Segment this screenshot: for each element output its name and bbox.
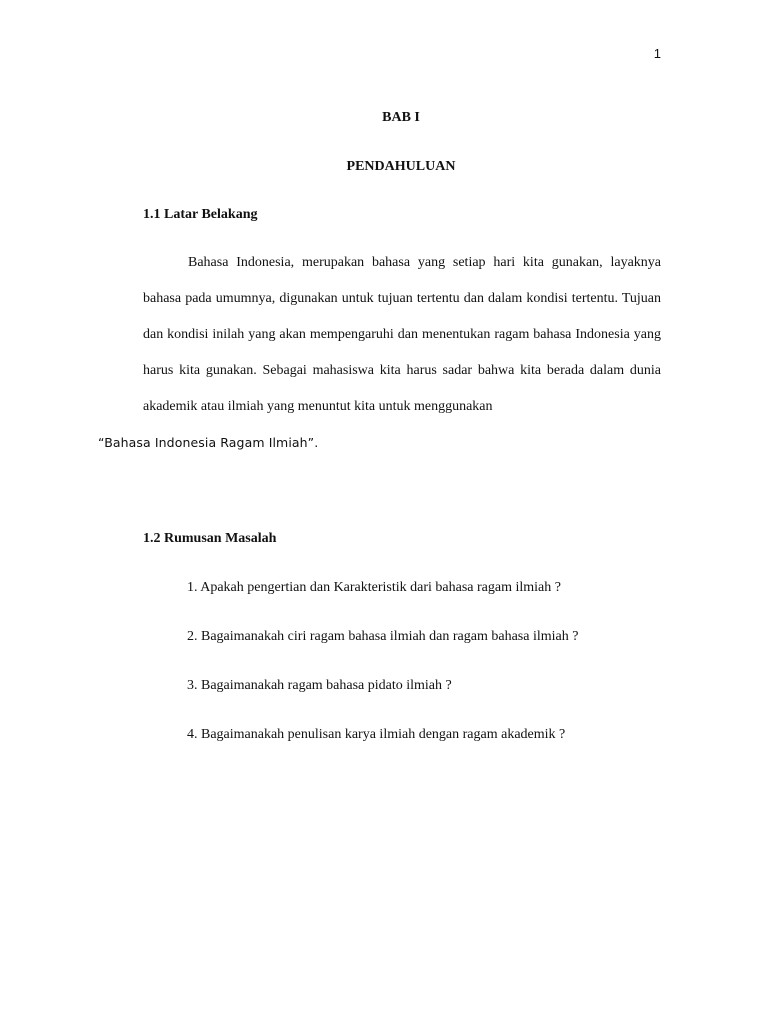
background-paragraph-body: Bahasa Indonesia, merupakan bahasa yang setiap hari kita gunakan, layaknya bahasa pada umumnya, digunakan untuk tujuan tertentu dan dalam kondisi tertentu. Tujuan dan kondisi inilah yang akan mempengaruhi dan menentukan ragam bahasa Indonesia yang harus kita gunakan. Sebagai mahasiswa kita harus sadar bahwa kita berada dalam dunia akademik atau ilmiah yang menuntut kita untuk menggunakan [143,255,661,414]
problem-statement-list [187,570,578,766]
section-heading-rumusan-masalah: 1.2 Rumusan Masalah [143,531,277,546]
background-paragraph-quote: “Bahasa Indonesia Ragam Ilmiah”. [98,435,319,450]
chapter-label: BAB I [382,110,420,125]
page-number: 1 [653,46,661,61]
chapter-title: PENDAHULUAN [346,159,456,174]
section-heading-latar-belakang: 1.1 Latar Belakang [143,207,258,222]
background-paragraph-text [98,245,661,462]
list-item: 3. Bagaimanakah ragam bahasa pidato ilmiah ? [187,678,452,693]
list-item: 1. Apakah pengertian dan Karakteristik dari bahasa ragam ilmiah ? [187,580,561,595]
list-item: 4. Bagaimanakah penulisan karya ilmiah dengan ragam akademik ? [187,727,566,742]
background-paragraph [98,245,661,462]
list-item: 2. Bagaimanakah ciri ragam bahasa ilmiah dan ragam bahasa ilmiah ? [187,629,579,644]
